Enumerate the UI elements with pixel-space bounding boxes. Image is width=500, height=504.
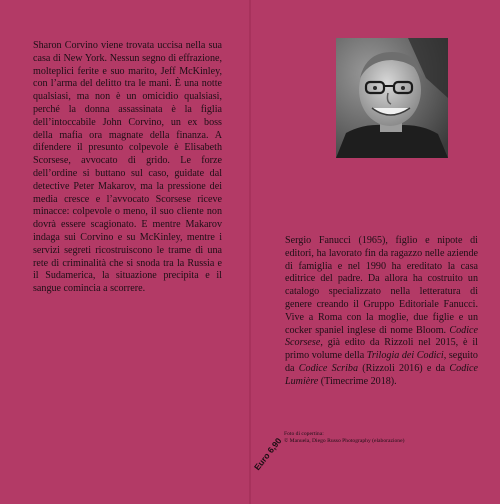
bio-text-5: (Timecrime 2018). — [318, 375, 397, 387]
credit-photographer: © Manuela, Diego Russo Photography (elaborazione) — [284, 438, 405, 445]
sequel2-title: Codice Lumière — [285, 362, 479, 387]
bio-text-4: (Rizzoli 2016) e da — [358, 362, 450, 374]
price-label: Euro 6,90 — [252, 435, 284, 473]
book-title: Codice Scorsese — [285, 324, 478, 349]
photo-credits — [284, 431, 434, 445]
synopsis-text: Sharon Corvino viene trovata uccisa nella sua casa di New York. Nessun segno di effrazione, molteplici ferite e suo marito, Jeff McKinley, con l’arma del delitto tra le mani. È una notte qualsiasi, ma non è un omicidio qualsiasi, perché la donna assassinata è la figlia dell’intoccabile John Corvino, un ex boss della mafia ora magnate della finanza. A difendere il presunto colpevole è Elisabeth Scorsese, avvocato di grido. Le forze dell’ordine si buttano sul caso, guidate dal detective Peter Makarov, ma la pressione dei media cresce e l’avvocato Scorsese riceve minacce: colpevole o meno, il suo cliente non dovrà essere scagionato. E mentre Makarov indaga sui Corvino e su McKinley, mentre i servizi segreti ricostruiscono le trame di una rete di criminalità che si snoda tra la Russia e il Sudamerica, la situazione precipita e il sangue comincia a scorrere. — [33, 40, 222, 295]
author-portrait-image — [336, 38, 448, 158]
bio-text-1: Sergio Fanucci (1965), figlio e nipote di editori, ha lavorato fin da ragazzo nelle aziende di famiglia e nel 1990 ha ereditato la casa editrice del padre. Da allora ha costruito un catalogo specializzato nella letteratura di genere creando il Gruppo Editoriale Fanucci. Vive a Roma con la moglie, due figlie e un cocker spaniel inglese di nome Bloom. — [285, 235, 478, 336]
author-photo — [336, 38, 448, 158]
trilogy-title: Trilogia dei Codici — [366, 350, 444, 362]
bio-text-2: , già edito da Rizzoli nel 2015, è il primo volume della — [285, 337, 478, 362]
credit-heading: Foto di copertina: — [284, 431, 324, 437]
author-bio — [285, 235, 478, 389]
bio-text-3: , seguito da — [285, 350, 478, 374]
sequel1-title: Codice Scriba — [298, 362, 359, 374]
